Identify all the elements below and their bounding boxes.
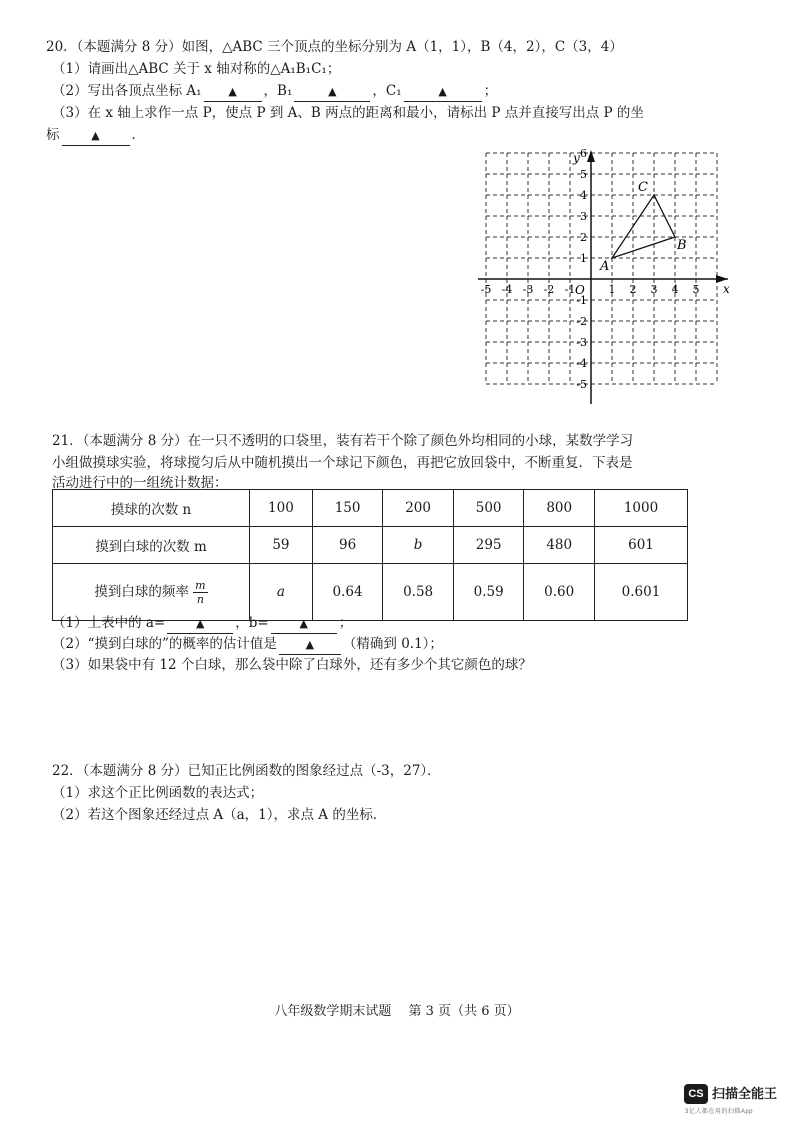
y-tick-label: 4 <box>580 189 587 202</box>
table-cell: 59 <box>250 527 313 564</box>
answer-blank-a1[interactable] <box>204 82 262 102</box>
table-cell: 0.60 <box>524 564 595 621</box>
x-axis-label: x <box>723 282 730 296</box>
q20-part3-line2 <box>46 126 145 146</box>
q21-stem-line2: 小组做摸球实验，将球搅匀后从中随机摸出一个球记下颜色，再把它放回袋中，不断重复．下表是 <box>52 455 633 471</box>
y-tick-label: -3 <box>576 336 587 349</box>
q20-part2-b: ，B₁ <box>263 83 293 99</box>
q20-part2 <box>52 82 497 102</box>
q21-part1-end: ； <box>338 615 353 631</box>
vertex-label: B <box>677 238 687 253</box>
q21-part3: （3）如果袋中有 12 个白球，那么袋中除了白球外，还有多少个其它颜色的球？ <box>52 657 532 673</box>
table-row <box>53 564 688 621</box>
table-cell: 1000 <box>595 490 688 527</box>
table-row <box>53 490 688 527</box>
answer-blank-a[interactable] <box>167 614 233 634</box>
y-tick-label: -2 <box>576 315 587 328</box>
y-tick-label: 1 <box>580 252 587 265</box>
table-cell: 100 <box>250 490 313 527</box>
q22-part2: （2）若这个图象还经过点 A（a，1），求点 A 的坐标． <box>52 807 387 823</box>
table-cell: 200 <box>383 490 454 527</box>
answer-blank-p[interactable] <box>62 126 130 146</box>
row-header-trials: 摸球的次数 n <box>53 490 250 527</box>
vertex-label: C <box>638 180 648 195</box>
table-cell: 0.59 <box>453 564 524 621</box>
origin-label: O <box>575 283 585 297</box>
y-tick-label: -5 <box>576 378 587 391</box>
answer-blank-probability[interactable] <box>279 635 341 655</box>
x-tick-label: -1 <box>564 283 576 296</box>
q20-part3-line1: （3）在 x 轴上求作一点 P，使点 P 到 A、B 两点的距离和最小，请标出 P 点并直接写出点 P 的坐 <box>52 105 644 121</box>
axes <box>478 150 730 404</box>
x-tick-label: 3 <box>650 283 658 296</box>
blank-marker-icon: ▲ <box>328 85 337 98</box>
blank-marker-icon: ▲ <box>305 638 315 651</box>
q21-part1-mid: ，b= <box>235 615 269 631</box>
coordinate-grid-figure <box>476 146 736 408</box>
table-cell: 150 <box>312 490 383 527</box>
x-tick-label: -5 <box>480 283 492 296</box>
y-tick-label: 2 <box>580 231 587 244</box>
vertex-label: A <box>600 259 610 274</box>
q21-part2-end: （精确到 0.1）； <box>342 636 443 652</box>
camscanner-logo-icon: CS <box>684 1084 708 1104</box>
row-header-label: 摸到白球的频率 <box>94 583 189 600</box>
table-cell: 0.601 <box>595 564 688 621</box>
x-tick-label: 1 <box>608 283 616 296</box>
blank-marker-icon: ▲ <box>299 617 308 630</box>
table-cell: 295 <box>453 527 524 564</box>
x-tick-label: -4 <box>501 283 513 296</box>
q20-part3-prefix: 标 <box>46 127 60 143</box>
q21-part2-prefix: （2）“摸到白球的”的概率的估计值是 <box>52 636 277 652</box>
table-cell: 0.58 <box>383 564 454 621</box>
y-axis-label: y <box>573 151 580 165</box>
blank-marker-icon: ▲ <box>438 85 447 98</box>
table-cell: 0.64 <box>312 564 383 621</box>
blank-marker-icon: ▲ <box>228 85 237 98</box>
answer-blank-b1[interactable] <box>294 82 370 102</box>
table-cell: 480 <box>524 527 595 564</box>
q20-part1: （1）请画出△ABC 关于 x 轴对称的△A₁B₁C₁； <box>52 61 341 77</box>
q20-stem: 20．（本题满分 8 分）如图，△ABC 三个顶点的坐标分别为 A（1，1），B（4，2），C（3，4） <box>46 39 623 55</box>
x-tick-label: -2 <box>543 283 555 296</box>
tick-labels <box>481 147 700 391</box>
q21-stem-line1: 21．（本题满分 8 分）在一只不透明的口袋里，装有若干个除了颜色外均相同的小球，某数学学习 <box>52 433 634 449</box>
blank-marker-icon: ▲ <box>196 617 205 630</box>
table-cell: 500 <box>453 490 524 527</box>
q22-part1: （1）求这个正比例函数的表达式； <box>52 785 264 801</box>
watermark-subtitle: 3亿人都在用的扫描App <box>685 1109 754 1115</box>
row-header-white-count: 摸到白球的次数 m <box>53 527 250 564</box>
x-tick-label: 5 <box>692 283 700 296</box>
table-cell: 601 <box>595 527 688 564</box>
x-tick-label: 2 <box>629 283 637 296</box>
y-tick-label: -4 <box>576 357 587 370</box>
row-header-white-frequency <box>53 564 250 621</box>
table-row <box>53 527 688 564</box>
y-tick-label: -1 <box>576 294 587 307</box>
q21-part2 <box>52 635 443 655</box>
q21-part1-prefix: （1）上表中的 a= <box>52 615 166 631</box>
table-cell: a <box>250 564 313 621</box>
x-tick-label: 4 <box>671 283 679 296</box>
fraction-m-over-n <box>193 579 207 606</box>
answer-blank-b[interactable] <box>271 614 337 634</box>
q20-part2-end: ； <box>483 83 498 99</box>
y-tick-label: 6 <box>580 147 587 160</box>
blank-marker-icon: ▲ <box>91 129 100 142</box>
fraction-denominator: n <box>196 592 204 606</box>
y-axis-arrow-icon <box>587 150 595 162</box>
y-tick-label: 3 <box>580 210 587 223</box>
statistics-table <box>52 489 688 621</box>
q21-stem-line3: 活动进行中的一组统计数据： <box>52 475 228 491</box>
q22-stem: 22．（本题满分 8 分）已知正比例函数的图象经过点（-3，27）． <box>52 763 441 779</box>
answer-blank-c1[interactable] <box>404 82 482 102</box>
y-tick-label: 5 <box>580 168 587 181</box>
q20-part2-prefix: （2）写出各顶点坐标 A₁ <box>52 83 202 99</box>
x-tick-label: -3 <box>522 283 534 296</box>
triangle-outline <box>612 195 675 258</box>
table-cell: 800 <box>524 490 595 527</box>
fraction-numerator: m <box>195 578 206 592</box>
q20-part2-c: ，C₁ <box>372 83 402 99</box>
table-cell: b <box>383 527 454 564</box>
table-cell: 96 <box>312 527 383 564</box>
q20-part3-end: ． <box>131 127 145 143</box>
page-footer: 八年级数学期末试题 第 3 页（共 6 页） <box>274 1004 520 1019</box>
q21-part1 <box>52 614 352 634</box>
watermark-name: 扫描全能王 <box>712 1086 778 1101</box>
